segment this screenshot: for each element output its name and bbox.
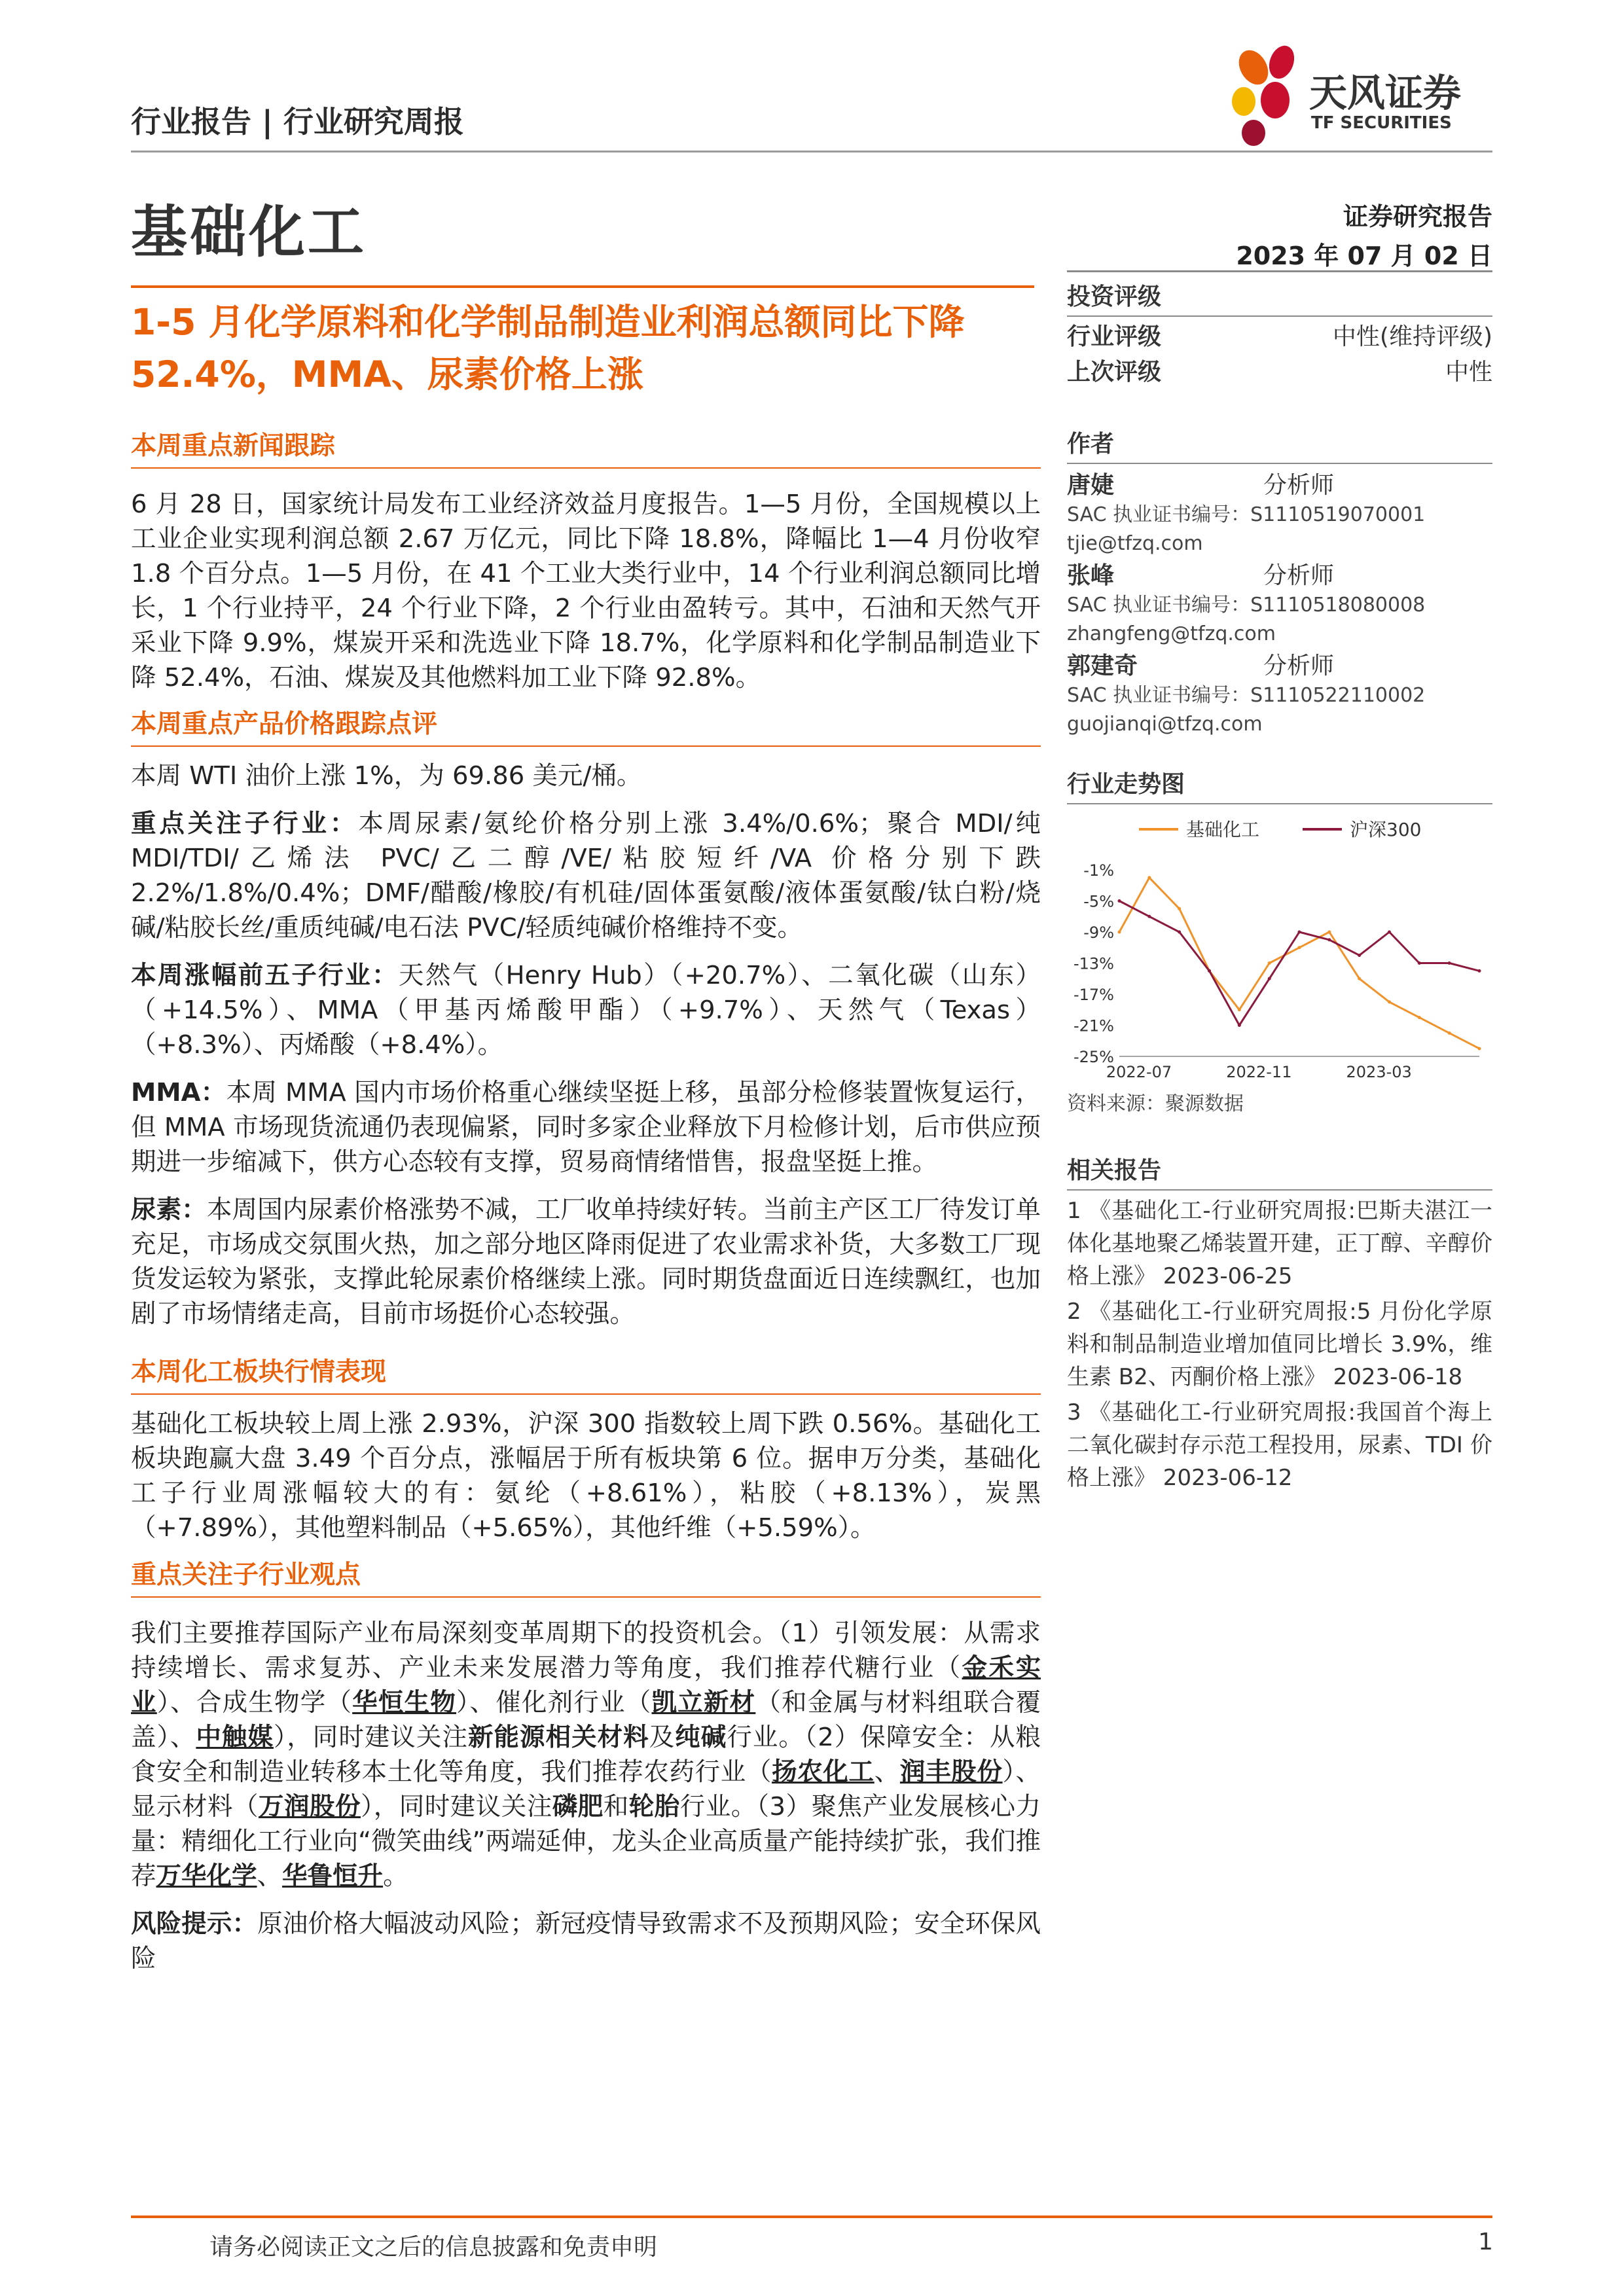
views-text: 。 [383,1861,408,1891]
x-tick-label: 2023-03 [1346,1063,1412,1081]
data-point [1118,899,1121,903]
top5-text: 天然气（Henry Hub）（+20.7%）、二氧化碳（山东）（+14.5%）、MMA（甲基丙烯酸甲酯）（+9.7%）、天然气（Texas）（+8.3%）、丙烯酸（+8.4%）。 [131,961,1041,1060]
related-report-item[interactable]: 3 《基础化工-行业研究周报:我国首个海上二氧化碳封存示范工程投用，尿素、TDI 价格上涨》 2023-06-12 [1067,1399,1492,1491]
views-text: 及 [649,1723,676,1752]
company-kaili: 凯立新材 [651,1688,756,1717]
title-divider [131,285,1034,288]
author-item [1067,471,1492,558]
data-point [1298,946,1301,949]
related-divider [1067,1189,1492,1191]
top5-label: 本周涨幅前五子行业： [131,961,399,990]
author-name: 郭建奇 [1067,653,1138,679]
author-item [1067,651,1492,739]
news-paragraph: 6 月 28 日，国家统计局发布工业经济效益月度报告。1—5 月份，全国规模以上工业企业实现利润总额 2.67 万亿元，同比下降 18.8%，降幅比 1—4 月份收窄 1.8 个百分点。1—5 月份，在 41 个工业大类行业中，14 个行业利润总额同比增长，1 个行业持平，24 个行业下降，2 个行业由盈转亏。其中，石油和天然气开采业下降 9.9%，煤炭开采和洗选业下降 18.7%，化学原料和化学制品制造业下降 52.4%，石油、煤炭及其他燃料加工业下降 92.8%。 [131,490,1041,692]
data-point [1418,961,1421,965]
chart-source: 资料来源：聚源数据 [1067,1092,1244,1115]
data-point [1388,931,1391,934]
views-text: 行业。（3）聚焦产业发展核心力量：精细化工行业向“微笑曲线”两端延伸，龙头企业高质量产能持续扩张，我们推荐 [131,1792,1041,1891]
section-prices [131,704,1041,1331]
trend-line-chart [1067,811,1492,1086]
last-rating-value: 中性 [1445,359,1492,386]
data-point [1388,1000,1391,1003]
rating-block [1067,278,1492,387]
company-jinhe: 金禾实业 [131,1653,1041,1717]
section-divider [131,1393,1041,1395]
author-sac: SAC 执业证书编号：S1110522110002 [1067,684,1426,707]
data-point [1478,969,1481,973]
urea-text: 本周国内尿素价格涨势不减，工厂收单持续好转。当前主产区工厂待发订单充足，市场成交氛围火热，加之部分地区降雨促进了农业需求补货，大多数工厂现货发运较为紧张，支撑此轮尿素价格继续上涨。同时期货盘面近日连续飘红，也加剧了市场情绪走高，目前市场挺价心态较强。 [131,1195,1041,1329]
rating-divider [1067,315,1492,317]
trend-heading: 行业走势图 [1067,771,1185,798]
section-divider [131,467,1041,469]
mma-text: 本周 MMA 国内市场价格重心继续坚挺上移，虽部分检修装置恢复运行，但 MMA 市场现货流通仍表现偏紧，同时多家企业释放下月检修计划，后市供应预期进一步缩减下，供方心态较有支撑，贸易商情绪惜售，报盘坚挺上推。 [131,1078,1041,1177]
last-rating-label: 上次评级 [1067,359,1162,386]
author-name-row [1067,651,1492,681]
industry-rating-row [1067,322,1492,352]
data-point [1358,977,1361,980]
author-sac: SAC 执业证书编号：S1110519070001 [1067,503,1426,526]
views-text: 我们主要推荐国际产业布局深刻变革周期下的投资机会。（1）引领发展：从需求持续增长、需求复苏、产业未来发展潜力等角度，我们推荐代糖行业（ [131,1619,1041,1683]
footer-disclaimer: 请务必阅读正文之后的信息披露和免责申明 [209,2234,658,2261]
author-name-row [1067,471,1492,501]
views-text: 、 [257,1861,283,1891]
views-text: ），同时建议关注 [361,1792,552,1821]
report-date: 2023 年 07 月 02 日 [1236,242,1492,270]
views-text: （和金属与材料组联合覆盖）、 [131,1688,1041,1752]
views-text: ）、合成生物学（ [156,1688,353,1717]
views-text: ）、显示材料（ [131,1757,1041,1821]
data-point [1208,969,1211,973]
y-tick-label: -25% [1073,1048,1114,1066]
focus-label: 重点关注子行业： [131,809,359,838]
section-heading: 本周化工板块行情表现 [131,1357,387,1387]
data-point [1118,931,1121,934]
legend-label: 基础化工 [1186,819,1260,840]
y-tick-label: -21% [1073,1016,1114,1035]
author-role: 分析师 [1263,562,1335,589]
mma-label: MMA： [131,1078,226,1107]
section-news [131,425,1041,695]
market-paragraph: 基础化工板块较上周上涨 2.93%，沪深 300 指数较上周下跌 0.56%。基础化工板块跑赢大盘 3.49 个百分点，涨幅居于所有板块第 6 位。据申万分类，基础化工子行业周涨幅较大的有：氨纶（+8.61%），粘胶（+8.13%），炭黑（+7.89%），其他塑料制品（+5.65%），其他纤维（+5.59%）。 [131,1409,1041,1543]
x-tick-label: 2022-11 [1226,1063,1292,1081]
wti-paragraph: 本周 WTI 油价上涨 1%，为 69.86 美元/桶。 [131,761,642,791]
legend-label: 沪深300 [1350,819,1422,840]
data-point [1268,977,1271,980]
data-point [1147,915,1151,918]
section-heading: 重点关注子行业观点 [131,1560,361,1590]
author-item [1067,561,1492,649]
industry-rating-label: 行业评级 [1067,323,1162,350]
data-point [1448,961,1451,965]
trend-divider [1067,803,1492,804]
company-wanrun: 万润股份 [259,1792,361,1821]
author-email[interactable]: tjie@tfzq.com [1067,532,1203,555]
company-huaheng: 华恒生物 [352,1688,457,1717]
report-title: 1-5 月化学原料和化学制品制造业利润总额同比下降 52.4%，MMA、尿素价格上涨 [131,301,965,395]
logo-cn-text: 天风证券 [1309,71,1462,115]
company-hualu: 华鲁恒升 [282,1861,384,1891]
keyword-soda: 纯碱 [675,1723,727,1752]
author-name-row [1067,561,1492,591]
page-number: 1 [1478,2229,1493,2255]
author-role: 分析师 [1263,653,1335,679]
risk-label: 风险提示： [131,1909,258,1939]
related-report-item[interactable]: 2 《基础化工-行业研究周报:5 月份化学原料和制品制造业增加值同比增长 3.9%，维生素 B2、丙酮价格上涨》 2023-06-18 [1067,1299,1492,1390]
focus-paragraph [131,806,1041,945]
company-wanhua: 万华化学 [156,1861,257,1891]
report-type: 行业报告 | 行业研究周报 [131,104,464,139]
data-point [1358,954,1361,957]
author-email[interactable]: zhangfeng@tfzq.com [1067,622,1276,645]
views-text: 和 [603,1792,629,1821]
y-tick-label: -17% [1073,986,1114,1004]
urea-paragraph [131,1193,1041,1331]
author-role: 分析师 [1263,472,1335,499]
views-paragraph [131,1616,1041,1893]
rating-heading: 投资评级 [1067,283,1162,310]
footer-divider [131,2215,1492,2218]
section-divider [131,1596,1041,1598]
keyword-new-energy: 新能源相关材料 [467,1723,649,1752]
company-runfeng: 润丰股份 [899,1757,1003,1787]
author-sac: SAC 执业证书编号：S1110518080008 [1067,594,1426,617]
header-divider [131,151,1492,152]
data-point [1327,938,1331,941]
top5-paragraph [131,958,1041,1062]
company-zhongchumei: 中触媒 [196,1723,274,1752]
industry-rating-value: 中性(维持评级) [1332,323,1492,350]
data-point [1448,1031,1451,1035]
keyword-tire: 轮胎 [628,1792,680,1821]
data-point [1268,961,1271,965]
section-views [131,1554,1041,1976]
last-rating-row [1067,357,1492,387]
authors-heading: 作者 [1067,431,1115,457]
authors-divider [1067,463,1492,464]
data-point [1478,1047,1481,1050]
x-tick-label: 2022-07 [1106,1063,1172,1081]
section-divider [131,745,1041,747]
risk-paragraph [131,1907,1041,1976]
data-point [1147,876,1151,879]
sidebar-top-divider [1067,270,1492,272]
related-heading: 相关报告 [1067,1157,1162,1184]
series-line [1119,901,1479,1026]
keyword-phosphate: 磷肥 [552,1792,604,1821]
section-heading: 本周重点新闻跟踪 [131,431,336,461]
company-yangnong: 扬农化工 [772,1757,875,1787]
related-report-item[interactable]: 1 《基础化工-行业研究周报:巴斯夫湛江一体化基地聚乙烯装置开建，正丁醇、辛醇价格上涨》 2023-06-25 [1067,1198,1492,1289]
section-heading: 本周重点产品价格跟踪点评 [131,709,438,739]
y-tick-label: -5% [1083,892,1114,911]
report-kind: 证券研究报告 [1343,202,1492,231]
views-text: 行业。（2）保障安全：从粮食安全和制造业转移本土化等角度，我们推荐农药行业（ [131,1723,1041,1787]
section-market [131,1352,1041,1545]
company-logo [1204,36,1492,147]
logo-en-text: TF SECURITIES [1311,113,1452,133]
author-name: 唐婕 [1067,472,1115,499]
data-point [1298,931,1301,934]
industry-title: 基础化工 [131,200,367,265]
views-text: ），同时建议关注 [273,1723,468,1752]
mma-paragraph [131,1075,1041,1179]
y-tick-label: -13% [1073,954,1114,973]
views-text: ）、催化剂行业（ [456,1688,652,1717]
data-point [1327,931,1331,934]
data-point [1178,931,1181,934]
y-tick-label: -1% [1083,861,1114,880]
author-email[interactable]: guojianqi@tfzq.com [1067,713,1263,736]
related-block [1067,1152,1492,1494]
authors-block [1067,425,1492,739]
risk-text: 原油价格大幅波动风险；新冠疫情导致需求不及预期风险；安全环保风险 [131,1909,1041,1973]
data-point [1238,1024,1241,1027]
author-name: 张峰 [1067,562,1115,589]
trend-block [1067,766,1492,1119]
data-point [1238,1008,1241,1011]
data-point [1178,907,1181,910]
data-point [1418,1016,1421,1019]
views-text: 、 [874,1757,900,1787]
urea-label: 尿素： [131,1195,207,1225]
y-tick-label: -9% [1083,924,1114,942]
focus-text: 本周尿素/氨纶价格分别上涨 3.4%/0.6%；聚合 MDI/纯 MDI/TDI/乙烯法 PVC/乙二醇/VE/粘胶短纤/VA 价格分别下跌 2.2%/1.8%/0.4%；DMF/醋酸/橡胶/有机硅/固体蛋氨酸/液体蛋氨酸/钛白粉/烧碱/粘胶长丝/重质纯碱/电石法 PVC/轻质纯碱价格维持不变。 [131,809,1041,942]
